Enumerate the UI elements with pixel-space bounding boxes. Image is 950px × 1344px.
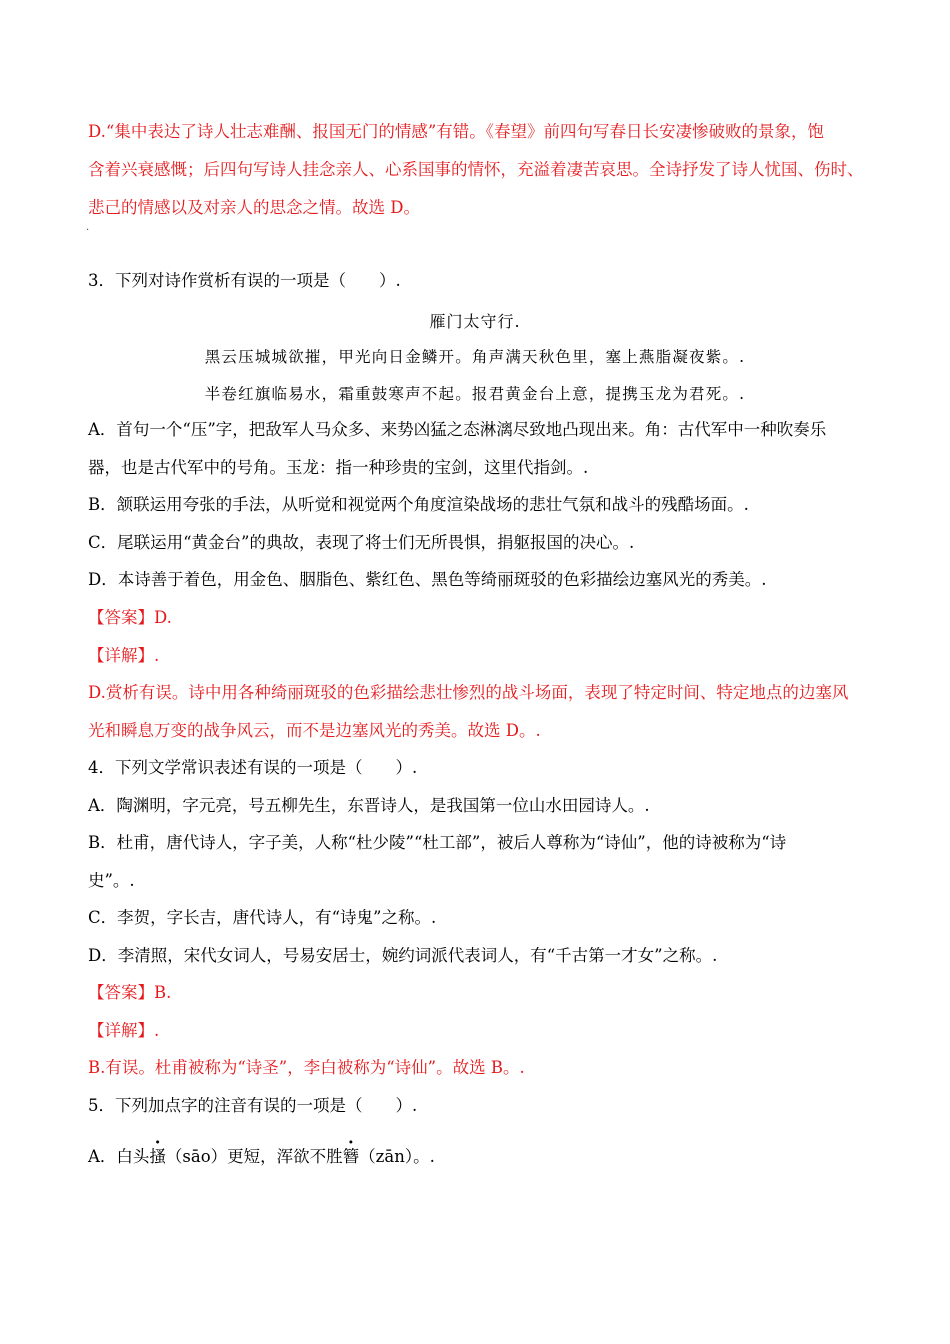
q3-option-c: C．尾联运用“黄金台”的典故，表现了将士们无所畏惧，捐躯报国的决心。. xyxy=(88,533,635,552)
q3-answer-value: D. xyxy=(154,608,172,627)
q3-option-a-line-1: A．首句一个“压”字，把敌军人马众多、来势凶猛之态淋漓尽致地凸现出来。角：古代军中一种吹奏乐 xyxy=(88,420,827,439)
q4-option-b-line-1: B．杜甫，唐代诗人，字子美，人称“杜少陵”“杜工部”，被后人尊称为“诗仙”，他的诗被称为“诗 xyxy=(88,833,787,852)
q3-option-a-line-2: 器，也是古代军中的号角。玉龙：指一种珍贵的宝剑，这里代指剑。. xyxy=(88,458,589,477)
q4-answer-label: 【答案】 xyxy=(88,983,154,1002)
q4-answer-value: B. xyxy=(154,983,172,1002)
q5-option-a xyxy=(88,1146,435,1168)
q3-poem-line-1: 黑云压城城欲摧，甲光向日金鳞开。角声满天秋色里，塞上燕脂凝夜紫。. xyxy=(204,348,746,366)
q4-stem: 4．下列文学常识表述有误的一项是（ ）. xyxy=(88,758,418,777)
q4-option-c: C．李贺，字长吉，唐代诗人，有“诗鬼”之称。. xyxy=(88,908,437,927)
q3-option-b: B．颔联运用夸张的手法，从听觉和视觉两个角度渲染战场的悲壮气氛和战斗的残酷场面。. xyxy=(88,495,749,514)
q4-answer xyxy=(88,982,171,1004)
q5-stem: 5．下列加点字的注音有误的一项是（ ）. xyxy=(88,1096,418,1115)
q4-explanation: B.有误。杜甫被称为“诗圣”，李白被称为“诗仙”。故选 B。. xyxy=(88,1058,525,1077)
q3-option-d: D．本诗善于着色，用金色、胭脂色、紫红色、黑色等绮丽斑驳的色彩描绘边塞风光的秀美。. xyxy=(88,570,767,589)
q5-option-a-part-2: （sāo）更短，浑欲不胜 xyxy=(165,1147,343,1166)
q3-poem-line-2: 半卷红旗临易水，霜重鼓寒声不起。报君黄金台上意，提携玉龙为君死。. xyxy=(204,385,746,403)
q3-stem: 3．下列对诗作赏析有误的一项是（ ）. xyxy=(88,271,401,290)
stray-mark: . xyxy=(86,222,90,233)
q3-poem-title: 雁门太守行. xyxy=(429,312,521,331)
q2-explanation-line-3: 悲己的情感以及对亲人的思念之情。故选 D。 xyxy=(88,198,420,217)
q4-option-d: D．李清照，宋代女词人，号易安居士，婉约词派代表词人，有“千古第一才女”之称。. xyxy=(88,946,718,965)
q3-explanation-line-2: 光和瞬息万变的战争风云，而不是边塞风光的秀美。故选 D。. xyxy=(88,721,541,740)
q4-option-b-line-2: 史”。. xyxy=(88,871,135,890)
q5-option-a-part-3: （zān）。. xyxy=(359,1147,435,1166)
q5-dotted-char-1: 搔 xyxy=(149,1147,166,1166)
q5-dotted-char-2: 簪 xyxy=(342,1147,360,1166)
q2-explanation-line-1: D.“集中表达了诗人壮志难酬、报国无门的情感”有错。《春望》前四句写春日长安凄惨破败的景象，饱 xyxy=(88,122,825,141)
q3-answer-label: 【答案】 xyxy=(88,608,154,627)
q5-option-a-part-1: A．白头 xyxy=(88,1147,150,1166)
q4-option-a: A．陶渊明，字元亮，号五柳先生，东晋诗人，是我国第一位山水田园诗人。. xyxy=(88,796,650,815)
q4-detail-label: 【详解】. xyxy=(88,1021,160,1040)
q3-answer xyxy=(88,607,172,629)
q3-detail-label: 【详解】. xyxy=(88,646,160,665)
q3-explanation-line-1: D.赏析有误。诗中用各种绮丽斑驳的色彩描绘悲壮惨烈的战斗场面，表现了特定时间、特定地点的边塞风 xyxy=(88,683,849,702)
q2-explanation-line-2: 含着兴衰感慨；后四句写诗人挂念亲人、心系国事的情怀，充溢着凄苦哀思。全诗抒发了诗人忧国、伤时、 xyxy=(88,160,864,179)
